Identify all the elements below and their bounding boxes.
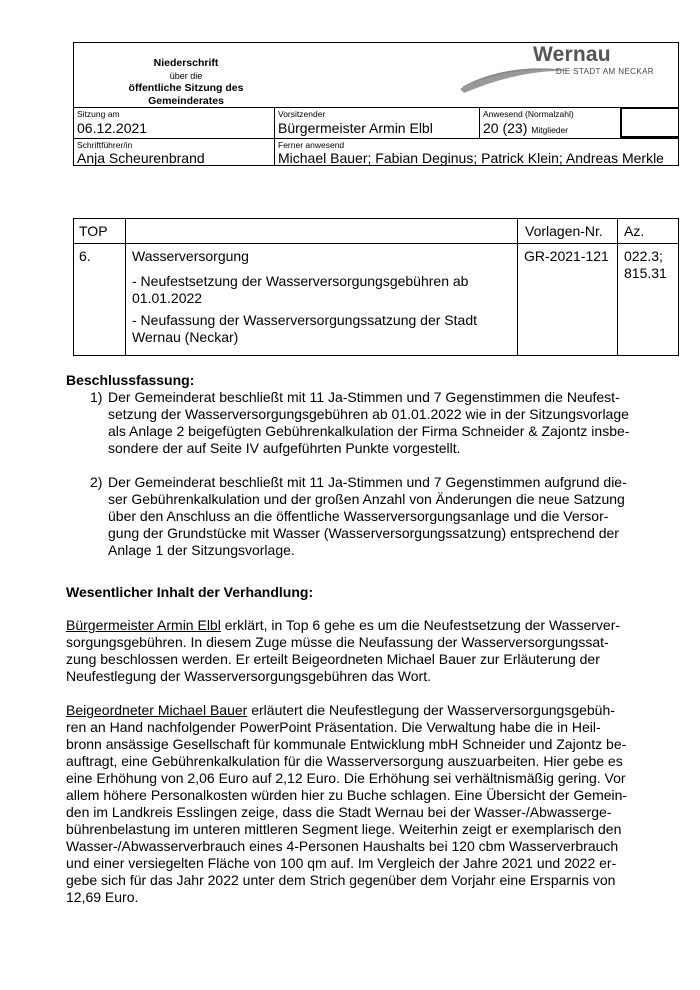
divider [517,219,518,355]
text-line: Der Gemeinderat beschließt mit 11 Ja-Stimmen und 7 Gegenstimmen aufgrund die- [108,474,627,490]
resolution-item-1 [108,389,634,457]
text-fragment: erklärt, in Top 6 gehe es um die Neufestsetzung der Wasserver- [220,617,621,633]
agenda-point-line: - Neufestsetzung der Wasserversorgungsgebühren ab [132,273,469,289]
text-line: über den Anschluss an die öffentliche Wasserversorgungsanlage und die Versor- [108,508,609,524]
text-line: gung der Grundstücke mit Wasser (Wasserversorgungssatzung) entsprechend der [108,525,619,541]
text-line: den im Landkreis Esslingen zeige, dass die Stadt Wernau bei der Wasser-/Abwasserge- [66,804,612,820]
col-vorlage-header: Vorlagen-Nr. [525,223,603,239]
text-line: gebe sich für das Jahr 2022 unter dem Strich gegenüber dem Vorjahr eine Ersparnis von [66,872,616,888]
text-line: zung beschlossen werden. Er erteilt Beigeordneten Michael Bauer zur Erläuterung der [66,651,600,667]
resolution-heading: Beschlussfassung: [66,372,195,388]
chair-value: Bürgermeister Armin Elbl [278,120,433,136]
recorder-value: Anja Scheurenbrand [77,150,205,166]
text-line: ren an Hand nachfolgender PowerPoint Präsentation. Die Verwaltung habe die in Heil- [66,719,601,735]
discussion-paragraph-1 [66,617,636,685]
discussion-paragraph-2 [66,702,636,906]
text-line: allem höhere Personalkosten würden hier zu Buche schlagen. Eine Übersicht der Gemein- [66,787,628,803]
agenda-point [132,312,477,346]
speaker-name: Bürgermeister Armin Elbl [66,617,221,633]
chair-label: Vorsitzender [278,109,326,119]
agenda-title: Wasserversorgung [132,248,249,264]
resolution-item-number: 1) [90,389,103,405]
text-line: eine Erhöhung von 2,06 Euro auf 2,12 Euro. Die Erhöhung sei verhältnismäßig gering. Vor [66,770,626,786]
logo-tagline: DIE STADT AM NECKAR [556,67,654,76]
divider [125,219,126,355]
resolution-item-2 [108,474,634,559]
text-line: bührenbelastung im unteren mittleren Segment liege. Weiterhin zeigt er exemplarisch den [66,821,622,837]
text-line: ser Gebührenkalkulation und der großen Anzahl von Änderungen die neue Satzung [108,491,625,507]
text-line: 12,69 Euro. [66,889,139,905]
agenda-point-line: 01.01.2022 [132,290,203,306]
divider [617,219,618,355]
divider [74,138,678,139]
session-date: 06.12.2021 [77,120,148,136]
present-count: 20 (23) [483,120,528,136]
present-label: Anwesend (Normalzahl) [483,109,574,119]
title-line: über die [169,70,203,81]
resolution-item-number: 2) [90,474,103,490]
col-az-header: Az. [624,223,645,239]
divider [620,136,678,138]
divider [74,243,678,244]
divider [620,107,678,109]
also-present-value: Michael Bauer; Fabian Deginus; Patrick Klein; Andreas Merkle [278,150,664,166]
agenda-vorlage: GR-2021-121 [524,248,609,264]
title-line: Gemeinderates [148,94,224,107]
text-line: als Anlage 2 beigefügten Gebührenkalkulation der Firma Schneider & Zajontz insbe- [108,423,630,439]
text-line [66,617,636,634]
present-value [483,120,568,138]
text-line: sondere der auf Seite IV aufgeführten Punkte vorgestellt. [108,440,461,456]
present-unit: Mitglieder [531,125,569,135]
text-line: Anlage 1 der Sitzungsvorlage. [108,542,295,558]
agenda-az-line: 022.3; [624,248,663,264]
recorder-label: Schriftführer/in [77,140,133,150]
text-fragment: erläutert die Neufestlegung der Wasserversorgungsgebüh- [247,702,615,718]
text-line: Neufestlegung der Wasserversorgungsgebühren das Wort. [66,668,431,684]
divider [620,107,622,138]
text-line: auftragt, eine Gebührenkalkulation für die Wasserversorgung auszuarbeiten. Hier gebe es [66,753,623,769]
agenda-number: 6. [79,248,91,264]
also-present-label: Ferner anwesend [278,140,345,150]
agenda-table [73,218,679,356]
col-top-header: TOP [79,223,108,239]
divider [74,107,678,108]
text-line: Der Gemeinderat beschließt mit 11 Ja-Stimmen und 7 Gegenstimmen die Neufest- [108,389,620,405]
speaker-name: Beigeordneter Michael Bauer [66,702,248,718]
text-line: und einer versiegelten Fläche von 100 qm auf. Im Vergleich der Jahre 2021 und 2022 er- [66,855,617,871]
text-line: bronn ansässige Gesellschaft für kommunale Entwicklung mbH Schneider und Zajontz be- [66,736,627,752]
text-line: sorgungsgebühren. In diesem Zuge müsse die Neufassung der Wasserversorgungssat- [66,634,609,650]
agenda-point [132,273,468,307]
header-box [73,42,679,166]
divider [479,107,480,138]
agenda-az [624,248,667,282]
logo-name: Wernau [533,43,611,66]
text-line [66,702,636,719]
title-line: Niederschrift [153,57,219,69]
agenda-az-line: 815.31 [624,265,667,281]
agenda-point-line: - Neufassung der Wasserversorgungssatzung der Stadt [132,312,477,328]
session-label: Sitzung am [77,109,120,119]
text-line: Wasser-/Abwasserverbrauch eines 4-Personen Haushalts bei 120 cbm Wasserverbrauch [66,838,619,854]
divider [678,107,679,138]
agenda-point-line: Wernau (Neckar) [132,329,239,345]
document-title [74,57,298,107]
divider [274,107,275,166]
discussion-heading: Wesentlicher Inhalt der Verhandlung: [66,584,314,600]
title-line: öffentliche Sitzung des [128,82,244,94]
text-line: setzung der Wasserversorgungsgebühren ab 01.01.2022 wie in der Sitzungsvorlage [108,406,629,422]
